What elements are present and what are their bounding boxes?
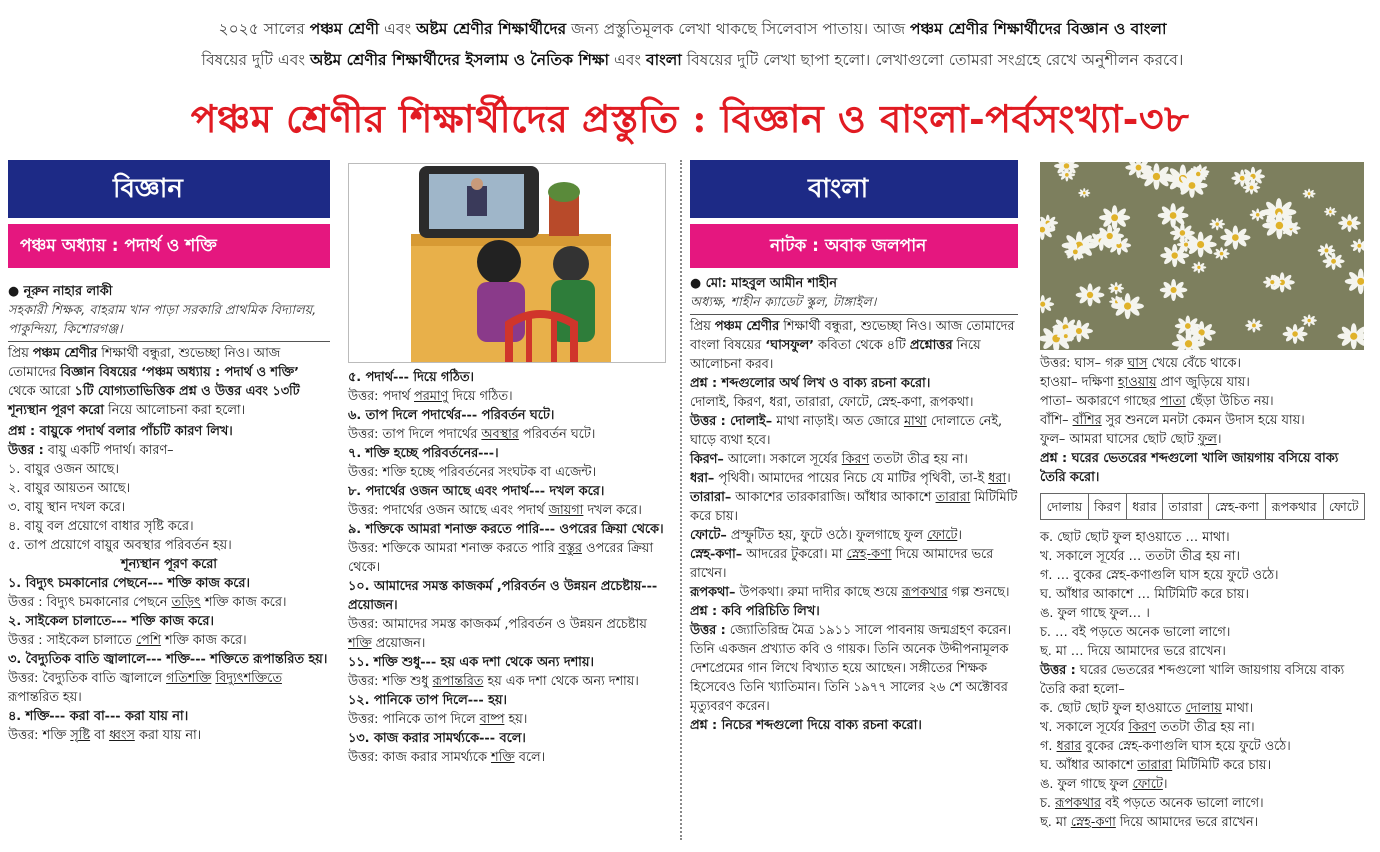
blank-sentence: ঘ. আঁধার আকাশে … মিটিমিটি করে চায়। [1040, 587, 1249, 602]
answer-label: উত্তর : [690, 623, 726, 638]
text-span: ততটা তীব্র হয় না। [1155, 720, 1255, 735]
text-span: প্রাণ জুড়িয়ে যায়। [1156, 375, 1250, 390]
answer-word: রূপান্তরিত [432, 674, 484, 689]
word-meaning [690, 412, 1018, 450]
filled-sentence [1040, 756, 1365, 775]
intro-bold-span: বাংলা [645, 51, 682, 69]
text-span: দিয়ে গঠিত। [448, 389, 513, 404]
filled-sentence [1040, 813, 1365, 832]
answer-word: শক্তি [348, 636, 372, 651]
daisy-flower [1059, 168, 1075, 181]
blank-sentence: গ. … বুকের স্নেহ-কণাগুলি ঘাস হয়ে ফুটে ওঠে। [1040, 568, 1279, 583]
tv-illustration-svg [349, 164, 666, 363]
sentence-answer [1040, 373, 1365, 392]
text-span: দিয়ে আমাদের ভরে রাখেন। [1115, 815, 1259, 830]
daisy-flower [1231, 170, 1253, 187]
fill-answer-intro [1040, 661, 1365, 699]
daisy-flower [1243, 181, 1260, 195]
fill-question: ৭. শক্তি হচ্ছে পরিবর্তনের---। [348, 446, 499, 461]
intro-bold-span: অষ্টম শ্রেণীর শিক্ষার্থীদের ইসলাম ও নৈতিক শিক্ষা [309, 51, 610, 69]
bangla-chapter-banner: নাটক : অবাক জলপান [690, 224, 1018, 268]
page-headline: পঞ্চম শ্রেণীর শিক্ষার্থীদের প্রস্তুতি : বিজ্ঞান ও বাংলা-পর্বসংখ্যা-৩৮ [190, 96, 1190, 141]
intro-text-span: ২০২৫ সালের [218, 20, 310, 38]
fill-answer [348, 748, 668, 767]
bangla-divider [690, 314, 1018, 315]
intro-line-2 [20, 45, 1365, 76]
blank-sentence: ছ. মা … দিয়ে আমাদের ভরে রাখেন। [1040, 644, 1226, 659]
sentence-answer [1040, 354, 1365, 373]
text-span: গ. [1040, 739, 1057, 754]
text-span: উত্তর: আমাদের সমস্ত কাজকর্ম ,পরিবর্তন ও উন্নয়ন প্রচেষ্টায় [348, 617, 647, 632]
daisy-flower [1263, 275, 1281, 290]
blank-sentence: ঙ. ফুল গাছে ফুল… । [1040, 606, 1150, 621]
fill-question: ১২. পানিকে তাপ দিলে--- হয়। [348, 693, 507, 708]
fill-question: ৮. পদার্থের ওজন আছে এবং পদার্থ--- দখল করে। [348, 484, 605, 499]
daisy-flower [1245, 318, 1263, 332]
answer-word: তড়িৎ [171, 595, 201, 610]
text-span: ঘ. আঁধার আকাশে [1040, 758, 1138, 773]
reason-item: ৫. তাপ প্রয়োগে বায়ুর অবস্থার পরিবর্তন হয়। [8, 538, 232, 553]
fill-answer [348, 539, 668, 577]
text-span: ছেঁড়া উচিত নয়। [1185, 394, 1274, 409]
flowers-photo-svg [1040, 162, 1364, 350]
word-meaning [690, 469, 1018, 488]
bold-span: ১টি যোগ্যতাভিত্তিক প্রশ্ন ও উত্তর এবং ১৩টি শূন্যস্থান পূরণ করো [8, 384, 300, 418]
fill-question: ১১. শক্তি শুধু--- হয় এক দশা থেকে অন্য দশায়। [348, 655, 594, 670]
answer-word: রূপকথার [1055, 796, 1102, 811]
answer-label: উত্তর : [1040, 663, 1076, 678]
answer-word: রূপকথার [901, 585, 948, 600]
children-watching-tv-illustration [348, 163, 666, 363]
daisy-flower [1170, 223, 1195, 243]
reason-item: ৪. বায়ু বল প্রয়োগে বাধার সৃষ্টি করে। [8, 519, 194, 534]
daisy-flower [1108, 282, 1124, 295]
text-span: মাথা নাড়াই। অত জোরে [772, 414, 904, 429]
bangla-question-1: প্রশ্ন : শব্দগুলোর অর্থ লিখ ও বাক্য রচনা করো। [690, 376, 931, 391]
filled-sentence [1040, 794, 1365, 813]
word-label: ফোটে– [690, 528, 727, 543]
word-meaning [690, 526, 1018, 545]
bangla-continued-column [1040, 354, 1365, 832]
reason-item: ৩. বায়ু স্থান দখল করে। [8, 500, 126, 515]
fill-question: ৯. শক্তিকে আমরা শনাক্ত করতে পারি--- ওপরের ক্রিয়া থেকে। [348, 522, 664, 537]
text-span: ততটা তীব্র হয় না। [869, 452, 968, 467]
science-author-role: সহকারী শিক্ষক, বাহরাম খান পাড়া সরকারি প্রাথমিক বিদ্যালয়, পাকুন্দিয়া, কিশোরগঞ্জ। [8, 303, 317, 337]
text-span: শিক্ষার্থী বন্ধুরা, শুভেচ্ছা নিও। আজ তোমাদের [8, 346, 281, 380]
answer-word: ধরার [1056, 739, 1082, 754]
text-span: ওপরের ক্রিয়া থেকে। [348, 541, 654, 575]
filled-sentence [1040, 737, 1365, 756]
daisy-flower [1338, 214, 1361, 232]
daisy-flower [1220, 225, 1250, 249]
word-label: রূপকথা– [690, 585, 736, 600]
answer-word: পরমাণু [414, 389, 449, 404]
fill-question: ১. বিদ্যুৎ চমকানোর পেছনে--- শক্তি কাজ করে। [8, 576, 250, 591]
word-box-cell: তারারা [1162, 494, 1208, 520]
text-span: মিটিমিটি করে চায়। [690, 490, 1018, 524]
word-box-cell: দোলায় [1041, 494, 1089, 520]
text-span: জ্যোতিরিন্দ্র মৈত্র ১৯১১ সালে পাবনায় জন্মগ্রহণ করেন। তিনি একজন প্রখ্যাত কবি ও গায়ক। তিনি অনেক উদ্দীপনামূলক দেশপ্রেমের গান লিখে বিখ্যাত হয়ে আছেন। সঙ্গীতের শিক্ষক হিসেবেও তিনি খ্যাতিমান। তিনি ১৯৭৭ সালের ২৬ শে অক্টোবর মৃত্যুবরণ করেন। [690, 623, 1012, 714]
intro-bold-span: অষ্টম শ্রেণীর শিক্ষার্থীদের [416, 20, 567, 38]
sentence-answer [1040, 430, 1365, 449]
word-meaning [690, 488, 1018, 526]
word-meaning [690, 583, 1018, 602]
fill-answer [8, 631, 330, 650]
bangla-column [690, 160, 1018, 735]
daisy-flower [1192, 262, 1207, 274]
answer-word: ফোটে [926, 528, 958, 543]
fill-answer [348, 501, 668, 520]
intro-text-span: জন্য প্রস্তুতিমূলক লেখা থাকছে সিলেবাস পাতায়। আজ [566, 20, 911, 38]
bold-span: বিজ্ঞান বিষয়ের ‘পঞ্চম অধ্যায় : পদার্থ ও শক্তি’ [60, 365, 299, 380]
science-chapter-banner: পঞ্চম অধ্যায় : পদার্থ ও শক্তি [8, 224, 330, 268]
intro-bold-span: পঞ্চম শ্রেণী [309, 20, 380, 38]
daisy-flower [1064, 243, 1086, 261]
science-author: ● নূরুন নাহার লাকী [8, 284, 113, 299]
text-span: খ. সকালে সূর্যের [1040, 720, 1129, 735]
daisy-flower [1324, 207, 1337, 217]
bangla-question-4: প্রশ্ন : ঘরের ভেতরের শব্দগুলো খালি জায়গায় বসিয়ে বাক্য তৈরি করো। [1040, 451, 1339, 485]
text-span: শক্তি কাজ করে। [200, 595, 287, 610]
text-span: খেয়ে বেঁচে থাকে। [1147, 356, 1241, 371]
text-span: ঘরের ভেতরের শব্দগুলো খালি জায়গায় বসিয়ে বাক্য তৈরি করা হলো– [1040, 663, 1345, 697]
word-box-cell: রূপকথার [1265, 494, 1323, 520]
science-continued-column [348, 368, 668, 767]
text-span: উত্তর: পদার্থ [348, 389, 415, 404]
text-span: নিয়ে আলোচনা করব। [690, 338, 981, 372]
blank-sentence: খ. সকালে সূর্যের … ততটা তীব্র হয় না। [1040, 549, 1240, 564]
answer-word: পাতা [1160, 394, 1186, 409]
text-span: উত্তর: পদার্থের ওজন আছে এবং পদার্থ [348, 503, 549, 518]
answer-word: বিদ্যুৎশক্তিতে [215, 671, 282, 686]
word-meaning [690, 450, 1018, 469]
daisy-flower [1213, 247, 1229, 260]
fill-question: ৫. পদার্থ--- দিয়ে গঠিত। [348, 370, 475, 385]
fill-question: ৬. তাপ দিলে পদার্থের--- পরিবর্তন ঘটে। [348, 408, 555, 423]
text-span: উত্তর: বৈদ্যুতিক বাতি জ্বালালে [8, 671, 167, 686]
answer-word: কিরণ [841, 452, 870, 467]
answer-word: স্নেহ-কণা [1070, 815, 1116, 830]
text-span: বায়ু একটি পদার্থ। কারণ– [43, 443, 174, 458]
word-box-cell: ফোটে [1323, 494, 1364, 520]
answer-label: উত্তর : [8, 443, 44, 458]
text-span: রূপান্তরিত হয়। [8, 690, 82, 705]
fill-answer [348, 710, 668, 729]
text-span: হয়। [504, 712, 528, 727]
intro-text-span: এবং [609, 51, 646, 69]
fill-question: ২. সাইকেল চালাতে--- শক্তি কাজ করে। [8, 614, 214, 629]
fill-answer: উত্তর: শক্তি হচ্ছে পরিবর্তনের সংঘটক বা এজেন্ট। [348, 465, 597, 480]
science-question-1: প্রশ্ন : বায়ুকে পদার্থ বলার পাঁচটি কারণ লিখ। [8, 424, 233, 439]
text-span: পরিবর্তন ঘটে। [518, 427, 596, 442]
text-span: বই পড়তে অনেক ভালো লাগে। [1101, 796, 1264, 811]
science-divider [8, 341, 330, 342]
text-span: উপকথা। রুমা দাদীর কাছে শুয়ে [735, 585, 902, 600]
daisy-flower [1160, 279, 1188, 301]
text-span: গল্প শুনছে। [947, 585, 1010, 600]
bangla-author-role: অধ্যক্ষ, শাহীন ক্যাডেট স্কুল, টাঙ্গাইল। [690, 295, 877, 310]
word-label: স্নেহ-কণা– [690, 547, 743, 562]
daisy-flower [1303, 189, 1316, 199]
text-span: উত্তর: ঘাস– গরু [1040, 356, 1128, 371]
text-span: বাঁশি– [1040, 413, 1073, 428]
text-span: উত্তর: শক্তি [8, 728, 71, 743]
text-span: প্রস্ফুটিত হয়, ফুটে ওঠে। ফুলগাছে ফুল [726, 528, 927, 543]
intro-text-span: এবং [379, 20, 417, 38]
daisy-flower [1095, 225, 1123, 248]
text-span: শিক্ষার্থী বন্ধুরা, শুভেচ্ছা নিও। আজ তোমাদের বাংলা বিষয়ের [690, 319, 1015, 353]
fill-answer [8, 726, 330, 745]
fill-answer [348, 672, 668, 691]
text-span: মাথা। [1221, 701, 1254, 716]
daisy-flower [1301, 314, 1316, 326]
text-span: বলে। [514, 750, 546, 765]
bangla-author: ● মো: মাহবুল আমীন শাহীন [690, 276, 837, 291]
bangla-word-list: দোলাই, কিরণ, ধরা, তারারা, ফোটে, স্নেহ-কণা, রূপকথা। [690, 395, 974, 410]
daisy-flower [1209, 218, 1225, 231]
answer-word: জায়গা [548, 503, 584, 518]
bangla-subject-banner: বাংলা [690, 160, 1018, 218]
answer-word: ধরা [988, 471, 1007, 486]
daisy-flower [1111, 293, 1144, 319]
text-span: প্রিয় [8, 346, 33, 361]
bold-span: প্রশ্নোত্তর [909, 338, 953, 353]
answer-word: অবস্থার [481, 427, 519, 442]
text-span: আকাশের তারকারাজি। আঁধার আকাশে [731, 490, 936, 505]
daisy-flower [1158, 203, 1189, 228]
intro-text-span: বিষয়ের দুটি লেখা ছাপা হলো। লেখাগুলো তোমরা সংগ্রহে রেখে অনুশীলন করবে। [681, 51, 1184, 69]
text-span: উত্তর: কাজ করার সামর্থ্যকে [348, 750, 491, 765]
answer-word: পেশি [135, 633, 161, 648]
text-span: । [1216, 432, 1222, 447]
fill-answer [8, 669, 330, 707]
text-span: পাতা– অকারণে গাছের [1040, 394, 1161, 409]
answer-word: হাওয়ায় [1117, 375, 1157, 390]
word-label: ধরা– [690, 471, 715, 486]
answer-word: স্নেহ-কণা [846, 547, 892, 562]
text-span: আদরের টুকরো। মা [742, 547, 847, 562]
answer-word: ফোটে [1132, 777, 1163, 792]
filled-sentence [1040, 699, 1365, 718]
daisy-flower [1262, 212, 1296, 239]
answer-word: গতিশক্তি [166, 671, 212, 686]
text-span: ঙ. ফুল গাছে ফুল [1040, 777, 1133, 792]
daisy-flower [1099, 205, 1130, 230]
answer-word: বস্তুর [558, 541, 582, 556]
sentence-answer [1040, 411, 1365, 430]
answer-word: তারারা [1137, 758, 1173, 773]
bold-span: ‘ঘাসফুল’ [765, 338, 814, 353]
daisy-flower [1065, 320, 1093, 342]
poet-bio [690, 621, 1018, 716]
daisy-flower [1076, 283, 1105, 306]
word-meaning [690, 545, 1018, 583]
daisy-flower [1323, 252, 1345, 270]
fill-answer [348, 387, 668, 406]
answer-word: দোলায় [1185, 701, 1222, 716]
text-span: হাওয়া– দক্ষিণা [1040, 375, 1118, 390]
daisy-flower [1160, 244, 1189, 267]
science-column [8, 160, 330, 745]
word-box-cell: ধরার [1127, 494, 1163, 520]
bold-span: পঞ্চম শ্রেণীর [32, 346, 98, 361]
text-span: করা যায় না। [134, 728, 202, 743]
text-span: উত্তর: পানিকে তাপ দিলে [348, 712, 480, 727]
word-label: তারারা– [690, 490, 732, 505]
text-span: উত্তর: তাপ দিলে পদার্থের [348, 427, 482, 442]
text-span: বা [90, 728, 110, 743]
text-span: দোলাতে নেই, ঘাড়ে ব্যথা হবে। [690, 414, 1003, 448]
filled-sentence [1040, 718, 1365, 737]
bold-span: পঞ্চম শ্রেণীর [714, 319, 780, 334]
science-intro [8, 344, 330, 420]
text-span: ছ. মা [1040, 815, 1071, 830]
science-answer-1 [8, 441, 330, 460]
word-label: কিরণ– [690, 452, 724, 467]
fill-answer [8, 593, 330, 612]
bangla-question-2: প্রশ্ন : কবি পরিচিতি লিখ। [690, 604, 820, 619]
blank-sentence: ক. ছোট ছোট ফুল হাওয়াতে … মাথা। [1040, 530, 1230, 545]
fill-answer [348, 425, 668, 444]
fill-question: ১৩. কাজ করার সামর্থ্যকে--- বলে। [348, 731, 526, 746]
answer-word: ধ্বংস [109, 728, 135, 743]
text-span: চ. [1040, 796, 1056, 811]
word-label: উত্তর : দোলাই– [690, 414, 773, 429]
text-span: শক্তি কাজ করে। [160, 633, 247, 648]
reason-item: ১. বায়ুর ওজন আছে। [8, 462, 119, 477]
daisy-flower [1188, 166, 1209, 182]
fill-question: ৩. বৈদ্যুতিক বাতি জ্বালালে--- শক্তি--- শক্তিতে রূপান্তরিত হয়। [8, 652, 328, 667]
word-box-cell: কিরণ [1088, 494, 1126, 520]
science-subject-banner: বিজ্ঞান [8, 160, 330, 218]
answer-word: সৃষ্টি [70, 728, 91, 743]
answer-word: কিরণ [1128, 720, 1156, 735]
text-span: বুকের স্নেহ-কণাগুলি ঘাস হয়ে ফুটে ওঠে। [1081, 739, 1291, 754]
answer-word: বাঁশির [1072, 413, 1102, 428]
blank-sentence: চ. … বই পড়তে অনেক ভালো লাগে। [1040, 625, 1231, 640]
filled-sentence [1040, 775, 1365, 794]
sentence-answer [1040, 392, 1365, 411]
text-span: উত্তর: শক্তিকে আমরা শনাক্ত করতে পারি [348, 541, 559, 556]
fill-in-heading: শূন্যস্থান পূরণ করো [121, 557, 217, 572]
reason-item: ২. বায়ুর আয়তন আছে। [8, 481, 131, 496]
text-span: । [1162, 777, 1168, 792]
text-span: উত্তর : বিদ্যুৎ চমকানোর পেছনে [8, 595, 172, 610]
bangla-intro [690, 317, 1018, 374]
daisy-flower [1078, 188, 1090, 198]
word-box-row [1041, 494, 1365, 520]
word-box-table [1040, 493, 1365, 520]
text-span: ফুল– আমরা ঘাসের ছোট ছোট [1040, 432, 1198, 447]
text-span: পৃথিবী। আমাদের পায়ের নিচে যে মাটির পৃথিবী, তা-ই [714, 471, 989, 486]
bangla-question-3: প্রশ্ন : নিচের শব্দগুলো দিয়ে বাক্য রচনা করো। [690, 718, 922, 733]
text-span: সুর শুনলে মনটা কেমন উদাস হয়ে যায়। [1101, 413, 1305, 428]
answer-word: বাষ্প [479, 712, 505, 727]
fill-answer [348, 615, 668, 653]
intro-line-1 [20, 14, 1365, 45]
text-span: উত্তর: শক্তি শুধু [348, 674, 433, 689]
text-span: । [1006, 471, 1011, 486]
text-span: দখল করে। [583, 503, 642, 518]
text-span: উত্তর : সাইকেল চালাতে [8, 633, 136, 648]
fill-question: ১০. আমাদের সমস্ত কাজকর্ম ,পরিবর্তন ও উন্নয়ন প্রচেষ্টায়--- প্রয়োজন। [348, 579, 658, 613]
text-span: হয় এক দশা থেকে অন্য দশায়। [483, 674, 639, 689]
text-span: আলো। সকালে সূর্যের [723, 452, 842, 467]
column-divider [680, 160, 682, 840]
intro-text [20, 14, 1365, 76]
text-span: । [957, 528, 962, 543]
answer-word: ফুল [1197, 432, 1217, 447]
daisy-flowers-photo [1040, 162, 1364, 350]
text-span: প্রয়োজন। [371, 636, 426, 651]
text-span: প্রিয় [690, 319, 715, 334]
answer-word: ঘাস [1127, 356, 1148, 371]
fill-question: ৪. শক্তি--- করা বা--- করা যায় না। [8, 709, 189, 724]
text-span: ক. ছোট ছোট ফুল হাওয়াতে [1040, 701, 1186, 716]
text-span: থেকে আরো [8, 384, 75, 399]
text-span: মিটিমিটি করে চায়। [1172, 758, 1272, 773]
daisy-flower [1283, 324, 1308, 344]
answer-word: তারারা [935, 490, 971, 505]
intro-bold-span: পঞ্চম শ্রেণীর শিক্ষার্থীদের বিজ্ঞান ও বাংলা [910, 20, 1167, 38]
answer-word: মাথা [903, 414, 927, 429]
answer-word: শক্তি [490, 750, 515, 765]
word-box-cell: স্নেহ-কণা [1208, 494, 1265, 520]
intro-text-span: বিষয়ের দুটি এবং [201, 51, 310, 69]
text-span: নিয়ে আলোচনা করা হলো। [103, 403, 246, 418]
text-span: দিয়ে আমাদের ভরে রাখেন। [690, 547, 994, 581]
text-span: কবিতা থেকে ৪টি [813, 338, 910, 353]
